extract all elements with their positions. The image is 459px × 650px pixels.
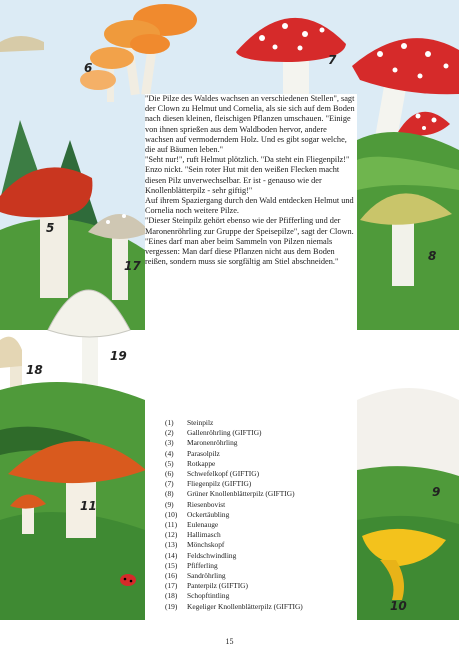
legend-label: Mönchskopf [187,540,225,550]
number-11: 11 [80,499,97,513]
legend-label: Parasolpilz [187,448,220,458]
legend-item [165,530,355,540]
legend-label: Riesenbovist [187,499,226,509]
legend-item [165,602,355,612]
legend-label: Maronenröhrling [187,438,238,448]
number-17: 17 [124,259,141,273]
legend-label: Kegeliger Knollenblätterpilz (GIFTIG) [187,601,303,611]
number-9: 9 [432,485,441,499]
legend-label: Fliegenpilz (GIFTIG) [187,479,252,489]
legend-item [165,449,355,459]
legend-item [165,540,355,550]
legend-label: Feldschwindling [187,550,237,560]
legend-item [165,428,355,438]
mushroom-legend [145,404,355,614]
story-text-box [145,94,357,384]
legend-number: (10) [165,509,178,519]
number-18: 18 [26,363,43,377]
legend-number: (18) [165,591,178,601]
legend-number: (13) [165,540,178,550]
legend-item [165,561,355,571]
legend-number: (16) [165,571,178,581]
legend-item [165,479,355,489]
legend-number: (9) [165,499,174,509]
legend-number: (2) [165,428,174,438]
legend-number: (19) [165,601,178,611]
legend-label: Grüner Knollenblätterpilz (GIFTIG) [187,489,295,499]
number-10: 10 [390,599,407,613]
legend-label: Eulenauge [187,520,219,530]
legend-number: (1) [165,418,174,427]
legend-item [165,551,355,561]
legend-label: Schopftintling [187,591,230,601]
number-6: 6 [84,61,93,75]
legend-number: (8) [165,489,174,499]
story-paragraph: "Seht nur!", ruft Helmut plötzlich. "Da steht ein Fliegenpilz!" [145,155,350,165]
legend-label: Rotkappe [187,458,216,468]
number-19: 19 [110,349,127,363]
legend-number: (17) [165,581,178,591]
legend-item [165,469,355,479]
legend-label: Steinpilz [187,418,214,427]
legend-item [165,571,355,581]
legend-label: Sandröhrling [187,571,226,581]
legend-item [165,489,355,499]
legend-number: (12) [165,530,178,540]
ladybug [120,574,136,586]
legend-label: Schwefelkopf (GIFTIG) [187,469,260,479]
legend-item [165,520,355,530]
story-paragraph: "Dieser Steinpilz gehört ebenso wie der Pfifferling und der Maronenröhrling zur Gruppe der Speisepilze", sagt der Clown. "Eines darf man aber beim Sammeln von Pilzen niemals vergessen: Man darf diese Pflanzen nicht aus dem Boden reißen, sondern muss sie sorgfältig am Stiel abschneiden." [145,216,354,267]
legend-number: (5) [165,458,174,468]
story-paragraph: "Die Pilze des Waldes wachsen an verschiedenen Stellen", sagt der Clown zu Helmut und Cornelia, als sie sich auf dem Boden nach diesen kleinen, fleischigen Pflanzen umschauen. "Einige von ihnen sprießen aus dem Waldboden hervor, andere wachsen auf vermoderndem Holz. Und es gibt sogar welche, die auf Bäumen leben." [145,94,355,155]
legend-number: (11) [165,520,178,530]
legend-number: (3) [165,438,174,448]
story-paragraph: Enzo nickt. "Sein roter Hut mit den weißen Flecken macht diesen Pilz unverwechselbar. Er ist - genauso wie der Knollenblätterpilz - sehr giftig!" [145,165,340,195]
legend-label: Gallenröhrling (GIFTIG) [187,428,262,438]
legend-item [165,581,355,591]
number-5: 5 [46,221,55,235]
legend-item [165,510,355,520]
story-paragraph: Auf ihrem Spaziergang durch den Wald entdecken Helmut und Cornelia noch weitere Pilze. [145,196,354,216]
legend-list [145,404,355,612]
number-8: 8 [428,249,437,263]
legend-label: Pfifferling [187,560,218,570]
number-7: 7 [328,53,337,67]
legend-number: (15) [165,560,178,570]
legend-item [165,459,355,469]
legend-number: (4) [165,448,174,458]
page-number: 15 [225,637,234,646]
legend-item [165,591,355,601]
legend-number: (7) [165,479,174,489]
legend-number: (14) [165,550,178,560]
legend-label: Hallimasch [187,530,221,540]
legend-item [165,418,355,428]
legend-label: Ockertäubling [187,509,230,519]
legend-number: (6) [165,469,174,479]
legend-item [165,438,355,448]
legend-item [165,500,355,510]
legend-label: Panterpilz (GIFTIG) [187,581,248,591]
